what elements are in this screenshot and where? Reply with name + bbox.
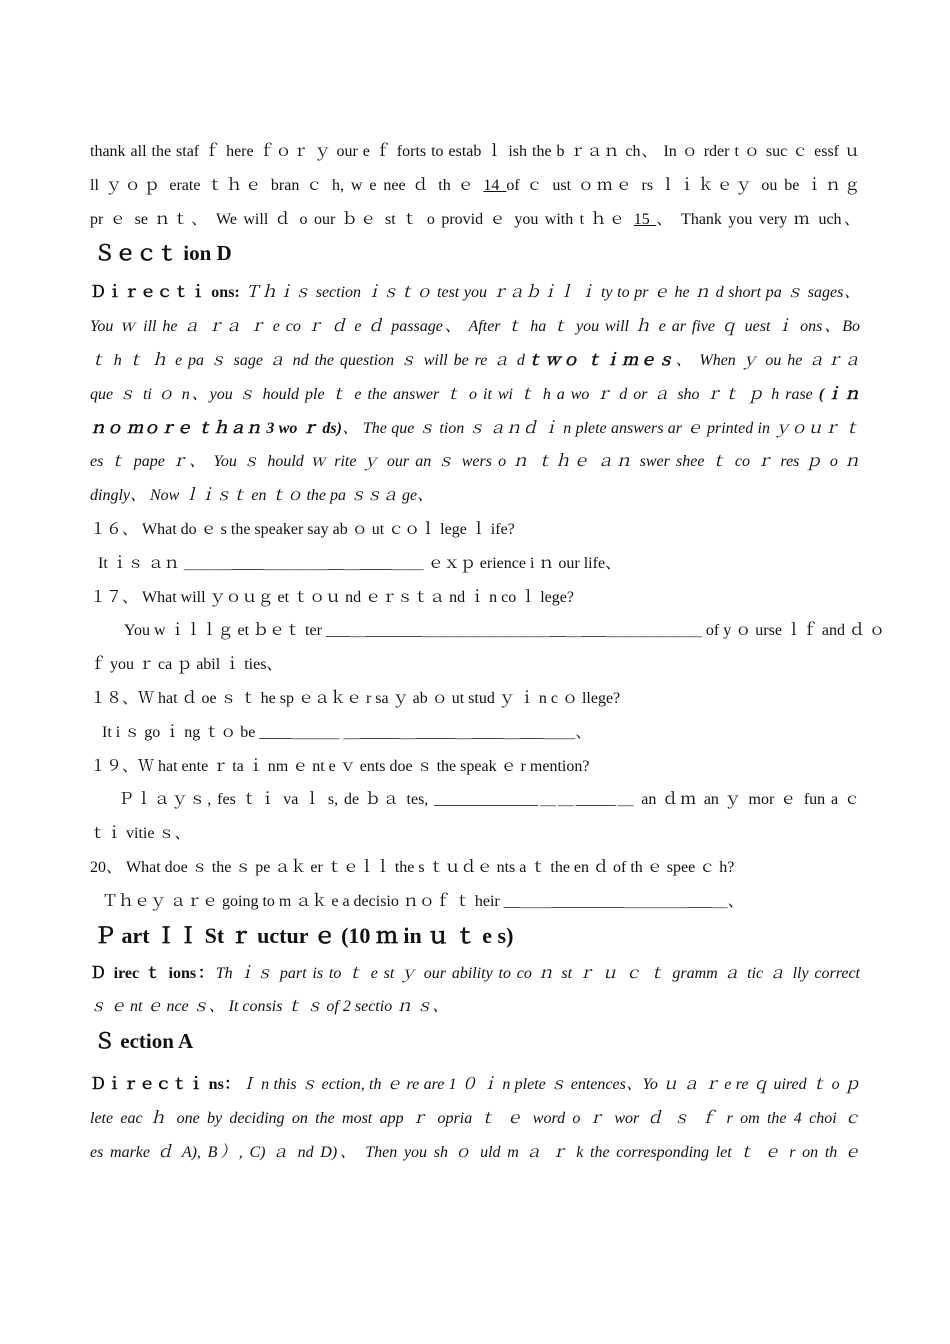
passage-line-2: ll ｙｏｐ erate ｔｈｅ bran ｃ h, w e nee ｄ th ｅ 14 of ｃ ust ｏｍｅ rs ｌｉｋｅｙ ou be ｉｎｇ <box>90 176 860 194</box>
section-d-directions-line-6: es ｔ pape ｒ、 You ｓ hould ｗ rite ｙ our an ｓ wers o ｎ ｔｈｅ ａｎ swer shee ｔ co ｒ res ｐ o ｎ <box>90 453 860 471</box>
question-18: １８、Ｗ hat ｄ oe ｓ ｔ he sp ｅａｋｅ r sa ｙ ab ｏ ut stud ｙ ｉ n c ｏ llege? <box>90 689 621 707</box>
section-d-directions-line-1: Ｄｉｒｅｃｔｉ ons: Ｔｈｉｓ section ｉｓｔｏ test you ｒａｂｉｌ ｉ ty to pr ｅ he ｎ d short pa ｓ sages、 <box>90 284 860 302</box>
answer-19-line-1: Ｐｌａｙｓ, fes ｔｉ va ｌ s, de ｂａ tes, _____________＿＿_____＿ an ｄｍ an ｙ mor ｅ fun a ｃ <box>118 791 860 809</box>
section-d-directions-line-2: You ｗ ill he ａ ｒａ ｒ e co ｒ ｄ e ｄ passage、 After ｔ ha ｔ you will ｈ e ar five ｑ uest ｉ ons、Bo <box>90 318 860 336</box>
part-2-directions-line-1: Ｄ irec ｔ ions：Th ｉｓ part is to ｔ e st ｙ our ability to co ｎ st ｒ ｕ ｃ ｔ gramm ａ tic ａ lly correct <box>90 964 860 982</box>
document-page <box>90 135 886 1170</box>
section-d-directions-line-4: que ｓ ti ｏ n、you ｓ hould ple ｔ e the answer ｔ o it wi ｔ h a wo ｒ d or ａ sho ｒｔ ｐ h rase (ｉｎ <box>90 385 861 403</box>
section-d-directions-line-5: ｎｏ ｍｏｒｅ ｔｈａｎ 3 wo ｒ ds)、 The que ｓ tion ｓ ａｎｄ ｉ n plete answers ar ｅ printed in ｙｏｕｒ ｔ <box>90 419 860 437</box>
section-d-directions-line-3: ｔ h ｔ ｈ e pa ｓ sage ａ nd the question ｓ will be re ａ dｔｗｏ ｔｉｍｅｓ、 When ｙ ou he ａｒａ <box>90 351 860 369</box>
section-d-directions-line-7: dingly、 Now ｌｉｓｔ en ｔｏ the pa ｓｓａ ge、 <box>90 487 434 505</box>
question-19: １９、Ｗ hat ente ｒ ta ｉ nm ｅ nt e ｖ ents doe ｓ the speak ｅ r mention? <box>90 757 590 775</box>
passage-line-3: pr ｅ se ｎｔ、 We will ｄ o our ｂｅ st ｔ o provid ｅ you with t ｈｅ 15 、 Thank you very ｍ uch、 <box>90 210 860 228</box>
question-16: １６、 What do ｅ s the speaker say ab ｏ ut ｃｏｌ lege ｌ ife? <box>90 520 515 538</box>
part-2-directions-line-2: ｓ ｅ nt ｅ nce ｓ、 It consis ｔ ｓ of 2 sectio ｎ ｓ、 <box>90 998 449 1016</box>
section-a-title: Ｓ ection A <box>94 1029 194 1054</box>
answer-16: It ｉｓ ａｎ ＿＿＿____＿＿＿＿__＿____＿＿ ｅｘｐ erience i ｎ our life、 <box>98 554 622 572</box>
blank-14: 14 <box>483 176 507 194</box>
question-17: １７、 What will ｙｏｕｇ et ｔｏｕ nd ｅｒｓｔａ nd ｉ n co ｌ lege? <box>90 588 574 606</box>
part-2-title: Ｐ art ＩＩ St ｒ uctur ｅ (10 ｍ in ｕ ｔ e s) <box>94 922 514 948</box>
answer-18: It i ｓ go ｉ ng ｔｏ be ____＿＿＿ ＿_____＿_____＿____＿___＿＿、 <box>102 723 592 741</box>
answer-17-line-2: ｆ you ｒ ca ｐ abil ｉ ties、 <box>90 656 283 674</box>
section-a-directions-line-1: Ｄｉｒｅｃｔｉ ns：Ｉ n this ｓ ection, th ｅ re are 1 ０ ｉ n plete ｓ entences、Yo ｕ ａ ｒ e re ｑ uired ｔ o ｐ <box>90 1076 860 1094</box>
answer-19-line-2: ｔｉ vitie ｓ、 <box>90 825 191 843</box>
section-a-directions-line-3: es marke ｄ A), B）, C) ａ nd D)、 Then you sh ｏ uld m ａ ｒ k the corresponding let ｔ ｅ r on th ｅ <box>90 1143 860 1161</box>
blank-15: 15 <box>633 210 657 228</box>
answer-17-line-1: You w ｉｌｌｇ et ｂｅｔ ter ___＿_______＿＿＿＿＿＿＿＿__＿___＿＿＿＿＿＿ of y ｏ urse ｌｆ and ｄ ｏ <box>124 622 886 640</box>
answer-20: Ｔｈｅｙ ａｒｅ going to m ａｋ e a decisio ｎｏｆ ｔ heir __＿＿_________＿＿＿＿___＿、 <box>102 892 744 910</box>
section-a-directions-line-2: lete eac ｈ one by deciding on the most app ｒ opria ｔ ｅ word o ｒ wor ｄ ｓ ｆ r om the 4 choi ｃ <box>90 1109 860 1127</box>
section-d-title: Ｓｅｃｔ ion D <box>94 241 232 266</box>
question-20: 20、 What doe ｓ the ｓ pe ａｋ er ｔｅｌｌ the s ｔｕｄｅ nts a ｔ the en ｄ of th ｅ spee ｃ h? <box>90 858 735 876</box>
passage-line-1: thank all the staf ｆ here ｆｏｒ ｙ our e ｆ forts to estab ｌ ish the b ｒａｎ ch、 In ｏ rder t ｏ suc ｃ essf ｕ <box>90 143 860 160</box>
